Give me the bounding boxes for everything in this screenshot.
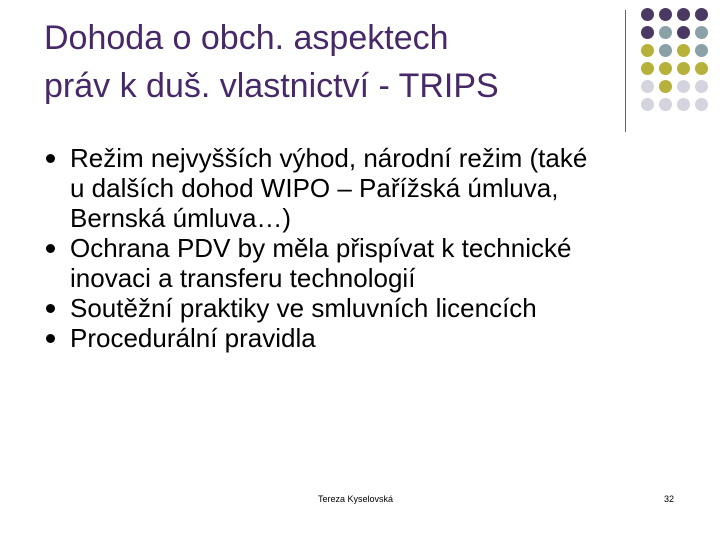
bullet-text-line: Procedurální pravidla [70, 323, 316, 353]
decorative-dot [659, 62, 672, 75]
decorative-dot [677, 8, 690, 21]
bullet-item [46, 323, 686, 353]
footer-author: Tereza Kyselovská [318, 494, 394, 504]
decorative-dot [659, 98, 672, 111]
bullet-dot-icon [46, 244, 55, 253]
decorative-dot [659, 8, 672, 21]
bullet-list [46, 143, 686, 353]
decorative-dot [695, 8, 708, 21]
bullet-dot-icon [46, 334, 55, 343]
decorative-dot [641, 8, 654, 21]
decorative-dot [695, 44, 708, 57]
slide-title-line: Dohoda o obch. aspektech [44, 19, 449, 57]
bullet-item [46, 143, 686, 233]
bullet-item [46, 293, 686, 323]
slide-title [44, 14, 614, 110]
title-divider [625, 10, 626, 132]
decorative-dot [659, 44, 672, 57]
decorative-dot [677, 44, 690, 57]
decorative-dot [695, 62, 708, 75]
decorative-dot [677, 98, 690, 111]
bullet-item [46, 233, 686, 293]
bullet-text-line: Bernská úmluva…) [70, 203, 292, 233]
decorative-dot [695, 26, 708, 39]
decorative-dot [641, 80, 654, 93]
decorative-dot [659, 26, 672, 39]
decorative-dot [641, 26, 654, 39]
decorative-dot [695, 98, 708, 111]
bullet-text-line: Soutěžní praktiky ve smluvních licencích [70, 293, 537, 323]
bullet-dot-icon [46, 154, 55, 163]
decorative-dot [677, 62, 690, 75]
bullet-text-line: u dalších dohod WIPO – Pařížská úmluva, [70, 173, 559, 203]
bullet-text-line: Režim nejvyšších výhod, národní režim (také [70, 143, 588, 173]
decorative-dot [641, 98, 654, 111]
page-number: 32 [664, 494, 675, 504]
bullet-text-line: inovaci a transferu technologií [70, 263, 416, 293]
decorative-dot-grid [641, 8, 711, 114]
decorative-dot [659, 80, 672, 93]
decorative-dot [677, 26, 690, 39]
bullet-dot-icon [46, 304, 55, 313]
decorative-dot [641, 62, 654, 75]
decorative-dot [677, 80, 690, 93]
decorative-dot [641, 44, 654, 57]
bullet-text-line: Ochrana PDV by měla přispívat k technické [70, 233, 572, 263]
decorative-dot [695, 80, 708, 93]
slide-title-line: práv k duš. vlastnictví - TRIPS [44, 67, 499, 105]
